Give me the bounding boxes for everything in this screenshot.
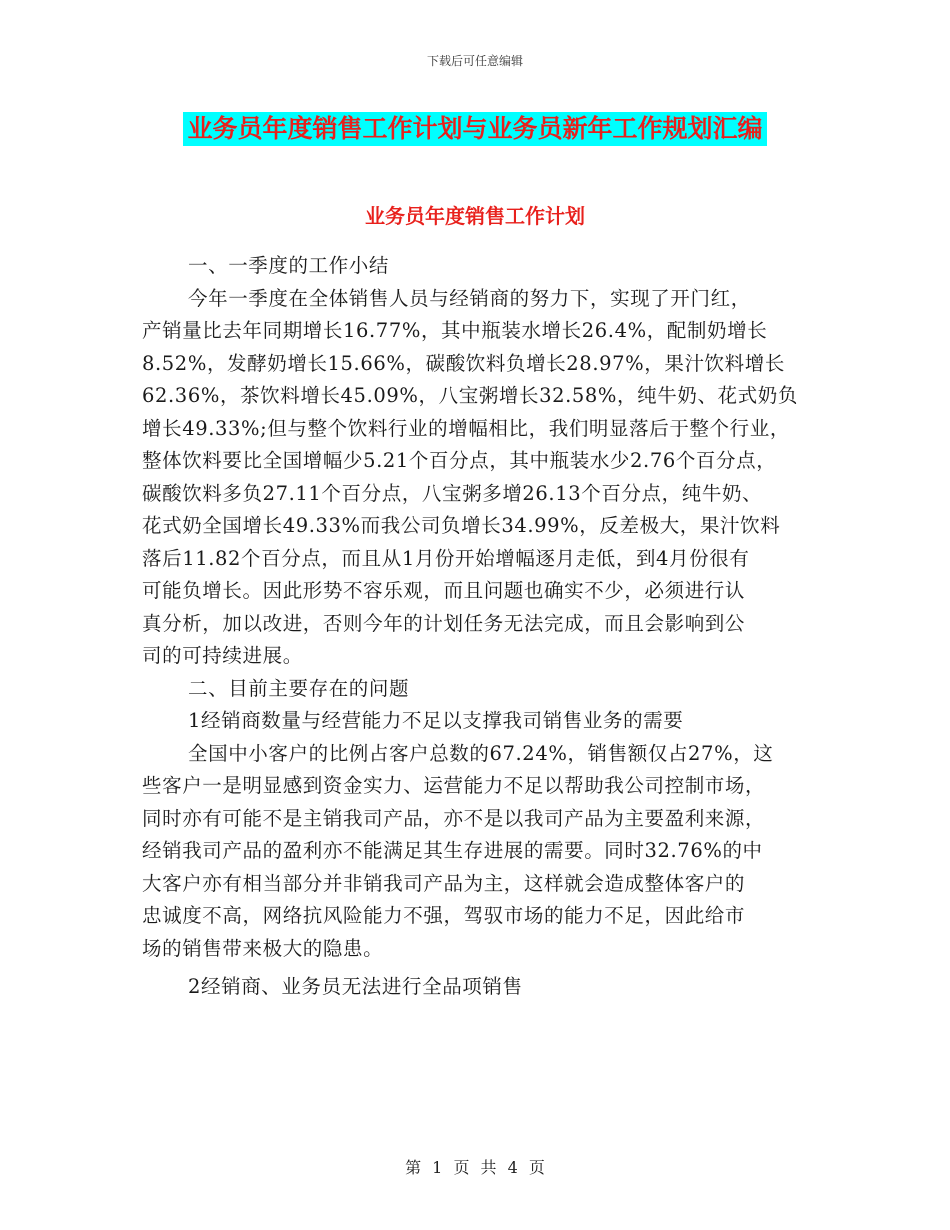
body-text	[142, 250, 822, 1004]
heading-1: 一、一季度的工作小结	[188, 254, 390, 277]
paragraph-line: 8.52%，发酵奶增长15.66%，碳酸饮料负增长28.97%，果汁饮料增长	[142, 351, 785, 375]
paragraph-line: 花式奶全国增长49.33%而我公司负增长34.99%，反差极大，果汁饮料	[142, 514, 781, 537]
main-title: 业务员年度销售工作计划与业务员新年工作规划汇编	[183, 112, 766, 146]
header-note: 下载后可任意编辑	[426, 54, 523, 68]
paragraph-line: 忠诚度不高，网络抗风险能力不强，驾驭市场的能力不足，因此给市	[142, 904, 746, 927]
subheading-2: 2经销商、业务员无法进行全品项销售	[188, 975, 523, 998]
paragraph-line: 今年一季度在全体销售人员与经销商的努力下，实现了开门红，	[188, 286, 751, 310]
paragraph-line: 司的可持续进展。	[142, 644, 303, 667]
paragraph-line: 全国中小客户的比例占客户总数的67.24%，销售额仅占27%，这	[188, 741, 774, 765]
subheading-1: 1经销商数量与经营能力不足以支撑我司销售业务的需要	[188, 709, 684, 732]
paragraph-line: 些客户一是明显感到资金实力、运营能力不足以帮助我公司控制市场，	[142, 774, 766, 797]
paragraph-line: 经销我司产品的盈利亦不能满足其生存进展的需要。同时32.76%的中	[142, 839, 763, 862]
paragraph-line: 产销量比去年同期增长16.77%，其中瓶装水增长26.4%，配制奶增长	[142, 319, 768, 342]
paragraph-line: 大客户亦有相当部分并非销我司产品为主，这样就会造成整体客户的	[142, 871, 746, 895]
paragraph-line: 可能负增长。因此形势不容乐观，而且问题也确实不少，必须进行认	[142, 579, 746, 602]
paragraph-line: 碳酸饮料多负27.11个百分点，八宝粥多增26.13个百分点，纯牛奶、	[142, 481, 763, 505]
paragraph-line: 落后11.82个百分点，而且从1月份开始增幅逐月走低，到4月份很有	[142, 546, 750, 570]
section-title: 业务员年度销售工作计划	[365, 204, 585, 228]
paragraph-line: 62.36%，茶饮料增长45.09%，八宝粥增长32.58%，纯牛奶、花式奶负	[142, 384, 798, 407]
heading-2: 二、目前主要存在的问题	[188, 676, 410, 700]
main-title-wrap	[0, 112, 950, 146]
paragraph-line: 场的销售带来极大的隐患。	[142, 936, 384, 960]
page-footer: 第 1 页 共 4 页	[405, 1158, 545, 1177]
paragraph-line: 增长49.33%;但与整个饮料行业的增幅相比，我们明显落后于整个行业，	[142, 416, 790, 440]
paragraph-line: 同时亦有可能不是主销我司产品，亦不是以我司产品为主要盈利来源，	[142, 806, 766, 830]
paragraph-line: 真分析，加以改进，否则今年的计划任务无法完成，而且会影响到公	[142, 611, 746, 635]
paragraph-line: 整体饮料要比全国增幅少5.21个百分点，其中瓶装水少2.76个百分点，	[142, 449, 777, 472]
